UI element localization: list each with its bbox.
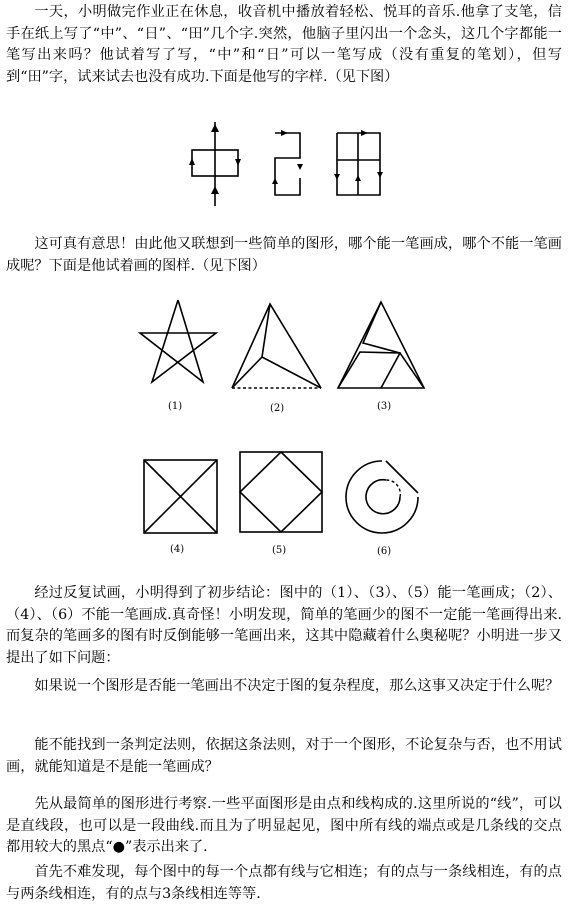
paragraph-intro: 一天，小明做完作业正在休息，收音机中播放着轻松、悦耳的音乐.他拿了支笔，信手在纸上写了“中”、“日”、“田”几个字.突然，他脑子里闪出一个念头，这几个字都能一笔写出来吗？他试着写了写，“中”和“日”可以一笔写成（没有重复的笔划），但写到“田”字，试来试去也没有成功.下面是他写的字样.（见下图） bbox=[6, 4, 562, 85]
caption-3: (3) bbox=[377, 401, 392, 412]
paragraph-points-lines: 先从最简单的图形进行考察.一些平面图形是由点和线构成的.这里所说的“线”，可以是直线段，也可以是一段曲线.而且为了明显起见，图中所有线的端点或是几条线的交点都用较大的黑点“●”表示出来了. bbox=[6, 796, 562, 855]
paragraph-degree: 首先不难发现，每个图中的每一个点都有线与它相连；有的点与一条线相连，有的点与两条线相连，有的点与3条线相连等等. bbox=[6, 864, 562, 902]
shape-5-square-diamond bbox=[240, 452, 322, 556]
paragraph-conclusion: 经过反复试画，小明得到了初步结论：图中的（1）、（3）、（5）能一笔画成；（2）、（4）、（6）不能一笔画成.真奇怪！小明发现，简单的笔画少的图不一定能一笔画得出来.而复杂的笔画多的图有时反倒能够一笔画出来，这其中隐藏着什么奥秘呢？小明进一步又提出了如下问题： bbox=[6, 585, 562, 666]
caption-6: (6) bbox=[377, 546, 392, 557]
caption-4: (4) bbox=[170, 544, 185, 555]
caption-1: (1) bbox=[168, 401, 183, 412]
paragraph-shapes: 这可真有意思！由此他又联想到一些简单的图形，哪个能一笔画成，哪个不能一笔画成呢？下面是他试着画的图样.（见下图） bbox=[6, 236, 562, 274]
caption-2: (2) bbox=[270, 403, 285, 414]
shape-6-rings bbox=[346, 461, 418, 557]
shape-4-square bbox=[144, 460, 217, 555]
caption-5: (5) bbox=[272, 545, 287, 556]
paragraph-question-1: 如果说一个图形是否能一笔画出不决定于图的复杂程度，那么这事又决定于什么呢？ bbox=[34, 678, 560, 694]
paragraph-question-2: 能不能找到一条判定法则，依据这条法则，对于一个图形，不论复杂与否，也不用试画，就能知道是不是能一笔画成？ bbox=[6, 737, 562, 775]
